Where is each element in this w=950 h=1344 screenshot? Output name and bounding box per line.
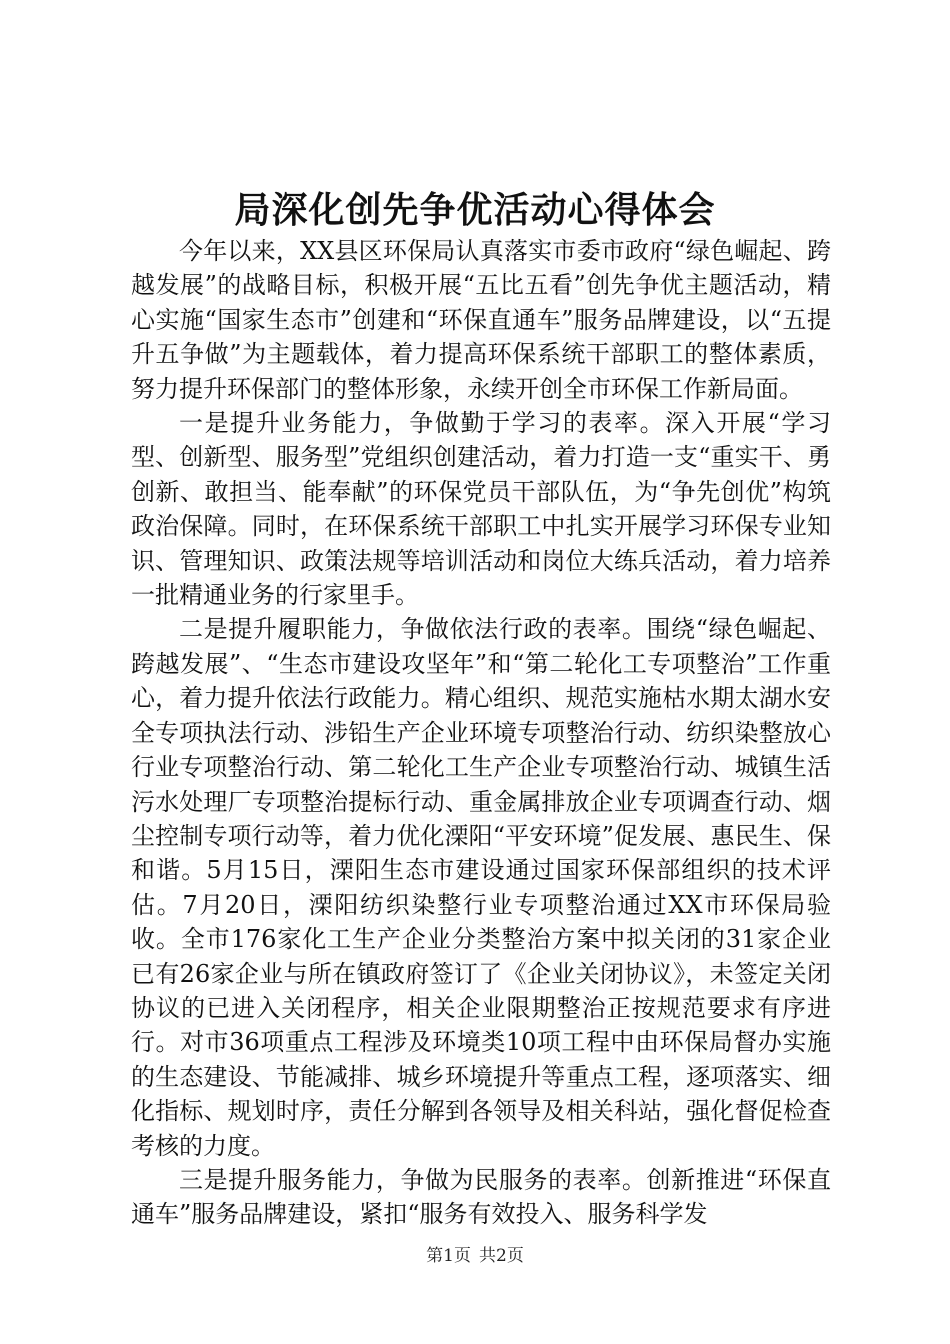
paragraph-business-ability: 一是提升业务能力，争做勤于学习的表率。深入开展“学习型、创新型、服务型”党组织创建活动，着力打造一支“重实干、勇创新、敢担当、能奉献”的环保党员干部队伍，为“争先创优”构筑政治保障。同时，在环保系统干部职工中扎实开展学习环保专业知识、管理知识、政策法规等培训活动和岗位大练兵活动，着力培养一批精通业务的行家里手。: [131, 409, 831, 610]
page-number-current: 第1页: [426, 1246, 471, 1266]
paragraph-duty-ability: 二是提升履职能力，争做依法行政的表率。围绕“绿色崛起、跨越发展”、“生态市建设攻坚年”和“第二轮化工专项整治”工作重心，着力提升依法行政能力。精心组织、规范实施枯水期太湖水安全专项执法行动、涉铅生产企业环境专项整治行动、纺织染整放心行业专项整治行动、第二轮化工生产企业专项整治行动、城镇生活污水处理厂专项整治提标行动、重金属排放企业专项调查行动、烟尘控制专项行动等，着力优化溧阳“平安环境”促发展、惠民生、保和谐。5月15日，溧阳生态市建设通过国家环保部组织的技术评估。7月20日，溧阳纺织染整行业专项整治通过XX市环保局验收。全市176家化工生产企业分类整治方案中拟关闭的31家企业已有26家企业与所在镇政府签订了《企业关闭协议》，未签定关闭协议的已进入关闭程序，相关企业限期整治正按规范要求有序进行。对市36项重点工程涉及环境类10项工程中由环保局督办实施的生态建设、节能减排、城乡环境提升等重点工程，逐项落实、细化指标、规划时序，责任分解到各领导及相关科站，强化督促检查考核的力度。: [131, 615, 831, 1160]
page-number-total: 共2页: [479, 1246, 524, 1266]
paragraph-intro: 今年以来，XX县区环保局认真落实市委市政府“绿色崛起、跨越发展”的战略目标，积极开展“五比五看”创先争优主题活动，精心实施“国家生态市”创建和“环保直通车”服务品牌建设，以“五提升五争做”为主题载体，着力提高环保系统干部职工的整体素质，努力提升环保部门的整体形象，永续开创全市环保工作新局面。: [131, 237, 831, 403]
page-footer: [0, 1244, 950, 1268]
document-title: 局深化创先争优活动心得体会: [234, 189, 716, 231]
paragraph-service-ability: 三是提升服务能力，争做为民服务的表率。创新推进“环保直通车”服务品牌建设，紧扣“服务有效投入、服务科学发: [131, 1165, 831, 1229]
document-body: [131, 234, 831, 1232]
